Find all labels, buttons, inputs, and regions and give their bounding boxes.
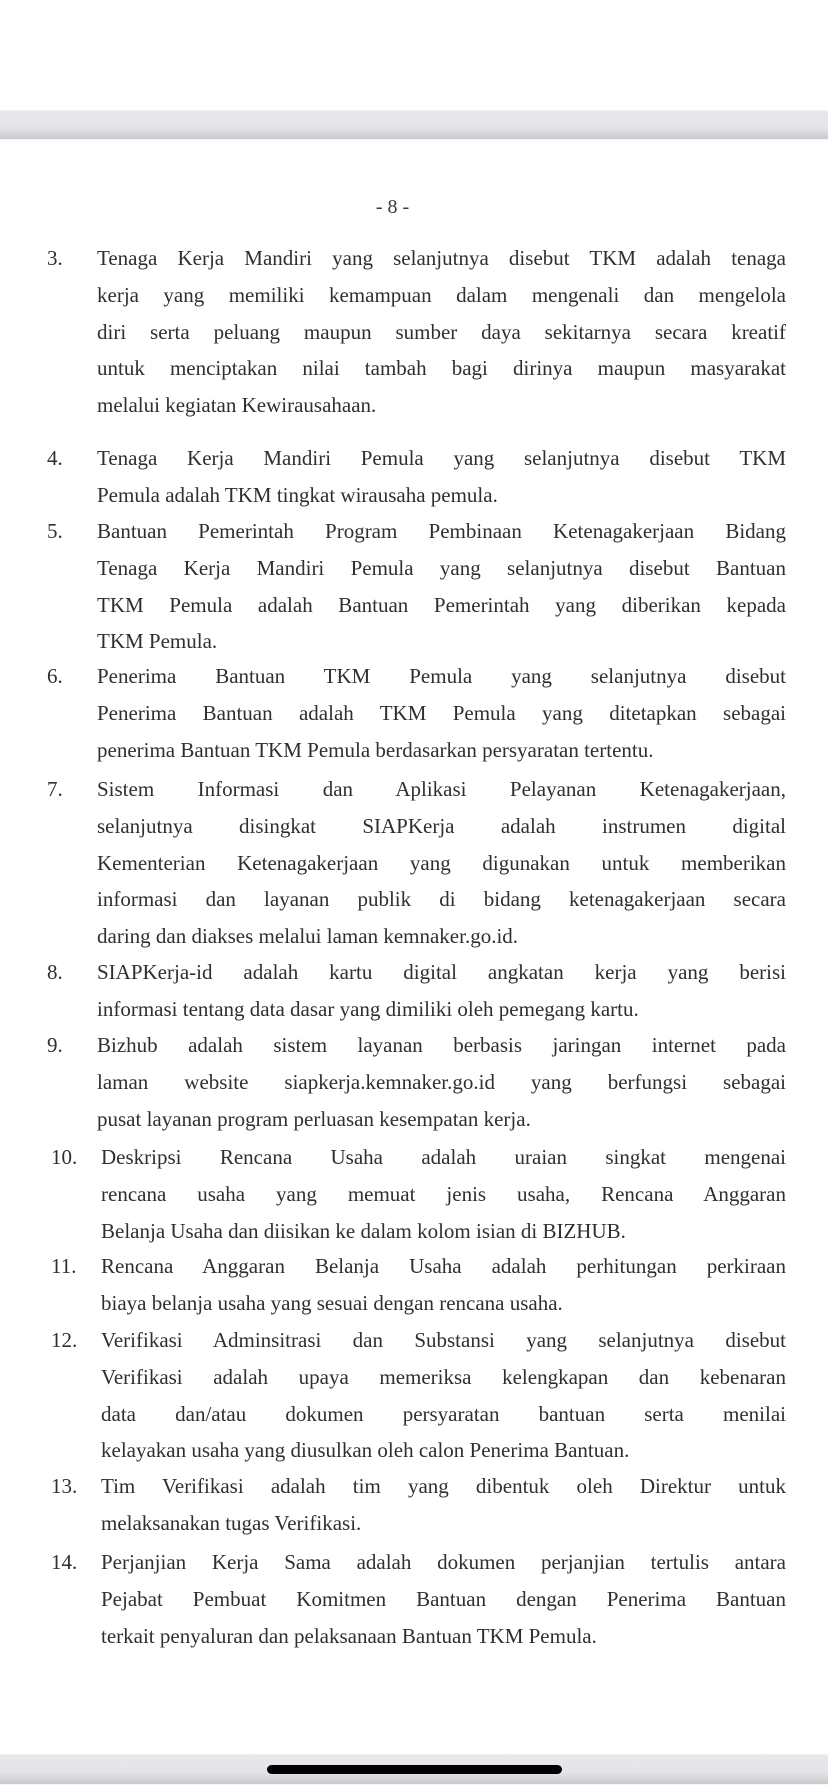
text-line: untuk menciptakan nilai tambah bagi dirinya maupun masyarakat <box>97 356 786 381</box>
list-item-number: 10. <box>51 1145 78 1169</box>
text-line: pusat layanan program perluasan kesempatan kerja. <box>97 1106 531 1131</box>
text-line: TKM Pemula. <box>97 629 218 654</box>
list-item-text <box>97 954 786 1028</box>
text-line: TKM Pemula adalah Bantuan Pemerintah yang diberikan kepada <box>97 592 786 617</box>
page-number: - 8 - <box>375 196 410 218</box>
home-indicator[interactable] <box>267 1765 562 1774</box>
text-line: biaya belanja usaha yang sesuai dengan rencana usaha. <box>101 1290 563 1315</box>
list-item-text <box>101 1468 786 1542</box>
text-line: Deskripsi Rencana Usaha adalah uraian singkat mengenai <box>101 1145 786 1169</box>
text-line: rencana usaha yang memuat jenis usaha, Rencana Anggaran <box>101 1181 786 1206</box>
list-item-text <box>97 771 786 955</box>
text-line: kelayakan usaha yang diusulkan oleh calon Penerima Bantuan. <box>101 1438 630 1463</box>
text-line: Belanja Usaha dan diisikan ke dalam kolom isian di BIZHUB. <box>101 1218 626 1243</box>
list-item-number: 11. <box>51 1254 77 1278</box>
text-line: Verifikasi Adminsitrasi dan Substansi yang selanjutnya disebut <box>101 1328 786 1352</box>
text-line: Penerima Bantuan adalah TKM Pemula yang ditetapkan sebagai <box>97 700 786 725</box>
text-line: penerima Bantuan TKM Pemula berdasarkan persyaratan tertentu. <box>97 737 654 762</box>
text-line: Penerima Bantuan TKM Pemula yang selanjutnya disebut <box>97 664 786 688</box>
text-line: Sistem Informasi dan Aplikasi Pelayanan Ketenagakerjaan, <box>97 777 786 801</box>
text-line: Rencana Anggaran Belanja Usaha adalah perhitungan perkiraan <box>101 1254 786 1278</box>
text-line: informasi tentang data dasar yang dimiliki oleh pemegang kartu. <box>97 996 639 1021</box>
list-item-text <box>97 1027 786 1137</box>
text-line: Kementerian Ketenagakerjaan yang digunakan untuk memberikan <box>97 850 786 875</box>
list-item-text <box>101 1248 786 1322</box>
text-line: melaksanakan tugas Verifikasi. <box>101 1510 362 1535</box>
text-line: Tenaga Kerja Mandiri Pemula yang selanjutnya disebut Bantuan <box>97 555 786 580</box>
text-line: Tenaga Kerja Mandiri yang selanjutnya disebut TKM adalah tenaga <box>97 246 786 270</box>
list-item-number: 5. <box>47 519 63 543</box>
list-item-number: 9. <box>47 1033 63 1057</box>
text-line: Perjanjian Kerja Sama adalah dokumen perjanjian tertulis antara <box>101 1550 786 1574</box>
text-line: melalui kegiatan Kewirausahaan. <box>97 393 377 418</box>
text-line: Bantuan Pemerintah Program Pembinaan Ketenagakerjaan Bidang <box>97 519 786 543</box>
list-item-text <box>97 658 786 768</box>
text-line: Tenaga Kerja Mandiri Pemula yang selanjutnya disebut TKM <box>97 446 786 470</box>
text-line: Verifikasi adalah upaya memeriksa kelengkapan dan kebenaran <box>101 1364 786 1389</box>
list-item-number: 7. <box>47 777 63 801</box>
text-line: terkait penyaluran dan pelaksanaan Bantuan TKM Pemula. <box>101 1623 597 1648</box>
text-line: data dan/atau dokumen persyaratan bantuan serta menilai <box>101 1401 786 1426</box>
list-item-number: 13. <box>51 1474 78 1498</box>
list-item-number: 14. <box>51 1550 78 1574</box>
list-item-number: 8. <box>47 960 63 984</box>
text-line: SIAPKerja-id adalah kartu digital angkatan kerja yang berisi <box>97 960 786 984</box>
list-item-number: 12. <box>51 1328 78 1352</box>
text-line: Pemula adalah TKM tingkat wirausaha pemula. <box>97 482 498 507</box>
list-item-number: 6. <box>47 664 63 688</box>
list-item-text <box>101 1322 786 1469</box>
list-item-text <box>97 513 786 660</box>
text-line: Bizhub adalah sistem layanan berbasis jaringan internet pada <box>97 1033 786 1057</box>
text-line: laman website siapkerja.kemnaker.go.id yang berfungsi sebagai <box>97 1069 786 1094</box>
top-toolbar-bar <box>0 110 828 140</box>
list-item-text <box>101 1139 786 1249</box>
text-line: informasi dan layanan publik di bidang ketenagakerjaan secara <box>97 887 786 912</box>
list-item-text <box>97 240 786 424</box>
list-item-number: 4. <box>47 446 63 470</box>
text-line: diri serta peluang maupun sumber daya sekitarnya secara kreatif <box>97 319 786 344</box>
list-item-text <box>97 440 786 514</box>
text-line: Pejabat Pembuat Komitmen Bantuan dengan Penerima Bantuan <box>101 1586 786 1611</box>
text-line: kerja yang memiliki kemampuan dalam mengenali dan mengelola <box>97 282 786 307</box>
text-line: daring dan diakses melalui laman kemnaker.go.id. <box>97 924 519 949</box>
text-line: Tim Verifikasi adalah tim yang dibentuk oleh Direktur untuk <box>101 1474 786 1498</box>
list-item-text <box>101 1544 786 1654</box>
list-item-number: 3. <box>47 246 63 270</box>
text-line: selanjutnya disingkat SIAPKerja adalah instrumen digital <box>97 813 786 838</box>
